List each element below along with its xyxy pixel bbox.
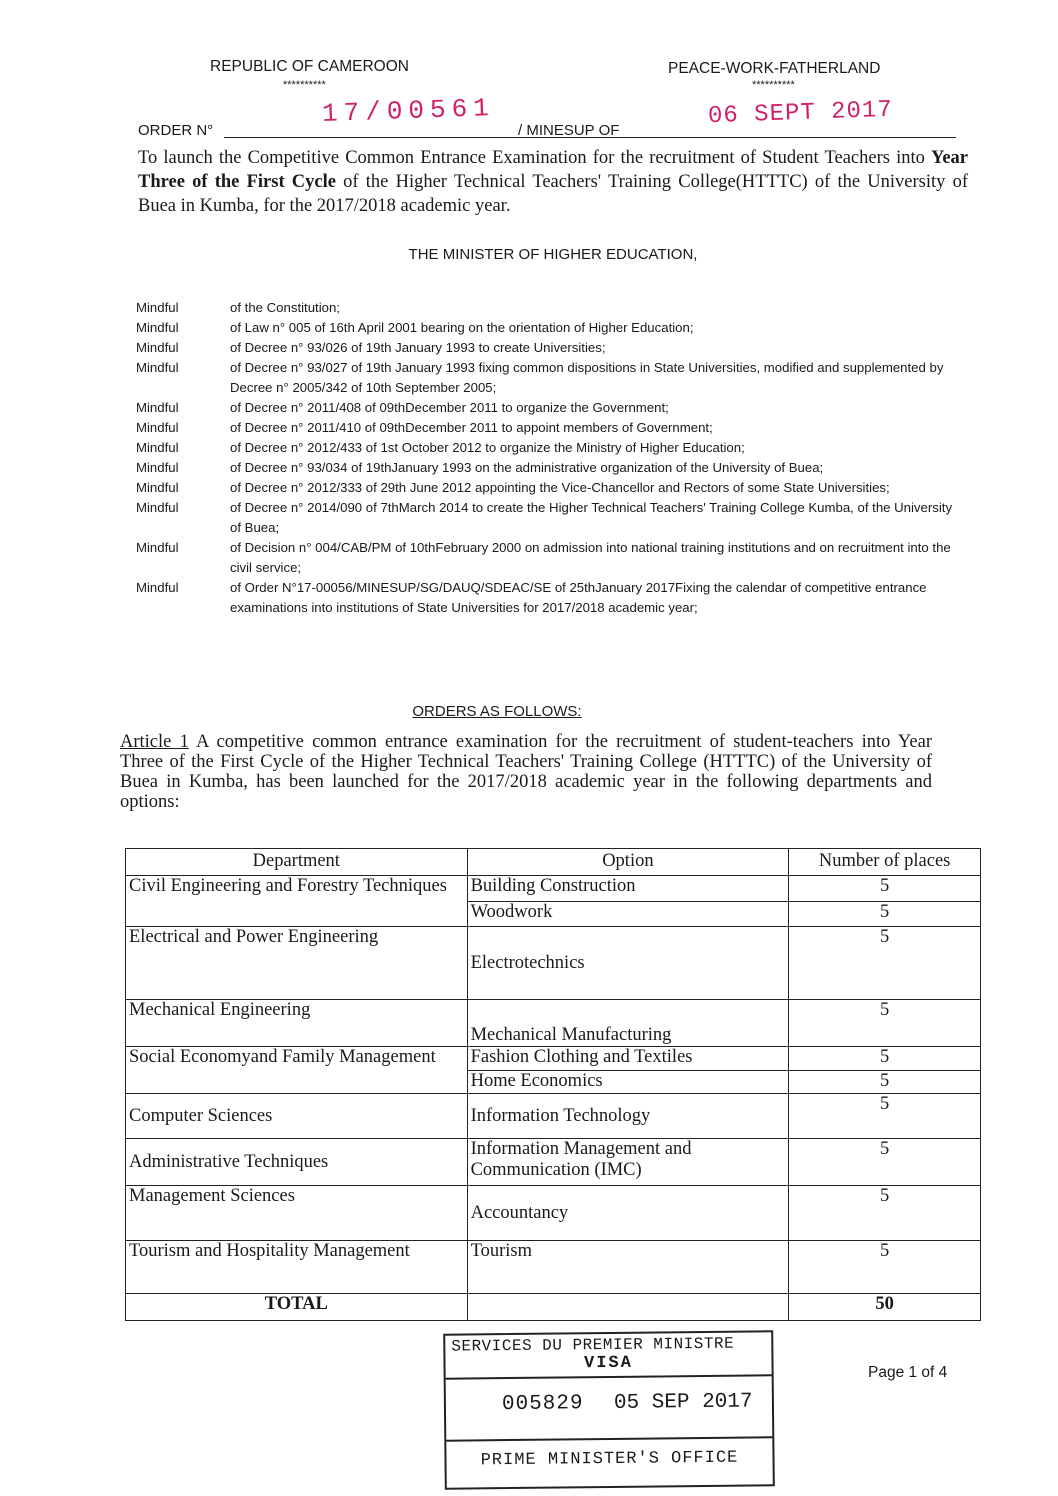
page-number: Page 1 of 4 — [868, 1364, 948, 1381]
mindful-label: Mindful — [136, 540, 179, 555]
minister-heading — [0, 246, 1058, 263]
option-cell: Building Construction — [467, 876, 789, 902]
visa-stamp-line1: SERVICES DU PREMIER MINISTRE — [451, 1334, 735, 1356]
mindful-label: Mindful — [136, 340, 179, 355]
places-cell: 5 — [789, 1139, 981, 1186]
mindful-label: Mindful — [136, 320, 179, 335]
visa-stamp-date: 05 SEP 2017 — [613, 1390, 753, 1415]
table-row — [126, 1186, 981, 1241]
mindful-label: Mindful — [136, 500, 179, 515]
mindful-item — [136, 578, 956, 618]
table-row — [126, 1047, 981, 1071]
order-title-part2: of the Higher Technical Teachers' Training College(HTTTC) of the University of Buea in Kumba, for the 2017/2018 academic year. — [138, 172, 969, 216]
option-cell: Information Technology — [467, 1094, 789, 1139]
mindful-label: Mindful — [136, 400, 179, 415]
mindful-text: of Decision n° 004/CAB/PM of 10thFebruary 2000 on admission into national training institutions and on recruitment into the civil service; — [230, 540, 951, 575]
total-value: 50 — [789, 1294, 981, 1321]
visa-stamp-office: PRIME MINISTER'S OFFICE — [480, 1448, 739, 1471]
minesup-label: / MINESUP OF — [518, 122, 620, 139]
table-header-option: Option — [467, 849, 789, 876]
mindful-label: Mindful — [136, 360, 179, 375]
table-row — [126, 1000, 981, 1047]
header-separator-left: ********** — [283, 79, 326, 91]
total-empty-cell — [467, 1294, 789, 1321]
visa-stamp-divider — [446, 1436, 772, 1441]
total-label: TOTAL — [126, 1294, 468, 1321]
visa-stamp-number: 005829 — [501, 1392, 584, 1417]
places-cell: 5 — [789, 1186, 981, 1241]
mindful-text: of Law n° 005 of 16th April 2001 bearing on the orientation of Higher Education; — [230, 320, 694, 335]
table-row — [126, 927, 981, 1000]
article-1-label: Article 1 — [120, 732, 189, 752]
orders-heading-text: ORDERS AS FOLLOWS: — [412, 703, 582, 720]
mindful-text: of Order N°17-00056/MINESUP/SG/DAUQ/SDEAC/SE of 25thJanuary 2017Fixing the calendar of competitive entrance examinations into institutions of State Universities for 2017/2018 academic year; — [230, 580, 927, 615]
country-name: REPUBLIC OF CAMEROON — [210, 58, 409, 75]
mindful-item — [136, 418, 956, 438]
mindful-list — [136, 298, 956, 618]
orders-heading — [0, 703, 1058, 720]
mindful-item — [136, 358, 956, 398]
department-cell: Electrical and Power Engineering — [126, 927, 468, 1000]
minister-heading-text: THE MINISTER OF HIGHER EDUCATION, — [408, 246, 698, 263]
order-number-stamp: 17/00561 — [321, 92, 496, 130]
mindful-text: of Decree n° 93/026 of 19th January 1993 to create Universities; — [230, 340, 606, 355]
mindful-item — [136, 338, 956, 358]
mindful-label: Mindful — [136, 580, 179, 595]
header-separator-right: ********** — [752, 79, 795, 91]
order-title — [138, 146, 968, 218]
table-row — [126, 1094, 981, 1139]
mindful-label: Mindful — [136, 300, 179, 315]
order-title-part1: To launch the Competitive Common Entrance Examination for the recruitment of Student Teachers into — [138, 148, 932, 168]
article-1-text: A competitive common entrance examination for the recruitment of student-teachers into Year Three of the First Cycle of the Higher Technical Teachers' Training College (HTTTC) of the University of Buea in Kumba, has been launched for the 2017/2018 academic year in the following departments and options: — [120, 732, 932, 812]
department-cell: Management Sciences — [126, 1186, 468, 1241]
mindful-item — [136, 478, 956, 498]
mindful-item — [136, 398, 956, 418]
table-header-places: Number of places — [789, 849, 981, 876]
places-cell: 5 — [789, 1047, 981, 1071]
order-title-bold: Year Three of the First Cycle — [138, 148, 968, 192]
order-date-underline — [638, 137, 956, 138]
mindful-label: Mindful — [136, 420, 179, 435]
option-cell: Information Management and Communication (IMC) — [467, 1139, 789, 1186]
visa-stamp-line2: VISA — [584, 1353, 634, 1374]
country-motto: PEACE-WORK-FATHERLAND — [668, 60, 881, 77]
department-cell: Mechanical Engineering — [126, 1000, 468, 1047]
order-line — [138, 122, 958, 142]
order-label: ORDER N° — [138, 122, 214, 139]
mindful-text: of Decree n° 2011/408 of 09thDecember 2011 to organize the Government; — [230, 400, 669, 415]
table-header-row — [126, 849, 981, 876]
mindful-text: of the Constitution; — [230, 300, 340, 315]
mindful-text: of Decree n° 2012/433 of 1st October 2012 to organize the Ministry of Higher Education; — [230, 440, 745, 455]
mindful-text: of Decree n° 93/034 of 19thJanuary 1993 on the administrative organization of the University of Buea; — [230, 460, 824, 475]
mindful-text: of Decree n° 93/027 of 19th January 1993 fixing common dispositions in State Universities, modified and supplemented by Decree n° 2005/342 of 10th September 2005; — [230, 360, 944, 395]
mindful-item — [136, 318, 956, 338]
option-cell: Fashion Clothing and Textiles — [467, 1047, 789, 1071]
department-cell: Civil Engineering and Forestry Techniques — [126, 876, 468, 927]
mindful-label: Mindful — [136, 480, 179, 495]
places-cell: 5 — [789, 1094, 981, 1139]
option-cell: Mechanical Manufacturing — [467, 1000, 789, 1047]
department-cell: Tourism and Hospitality Management — [126, 1241, 468, 1294]
option-cell: Woodwork — [467, 901, 789, 927]
places-cell: 5 — [789, 927, 981, 1000]
departments-table — [125, 848, 981, 1321]
department-cell: Computer Sciences — [126, 1094, 468, 1139]
visa-stamp — [443, 1330, 775, 1489]
table-row — [126, 876, 981, 902]
department-cell: Administrative Techniques — [126, 1139, 468, 1186]
places-cell: 5 — [789, 901, 981, 927]
article-1 — [120, 732, 932, 812]
mindful-text: of Decree n° 2012/333 of 29th June 2012 appointing the Vice-Chancellor and Rectors of some State Universities; — [230, 480, 890, 495]
table-row — [126, 1241, 981, 1294]
table-total-row — [126, 1294, 981, 1321]
mindful-label: Mindful — [136, 440, 179, 455]
mindful-item — [136, 498, 956, 538]
places-cell: 5 — [789, 1000, 981, 1047]
mindful-item — [136, 458, 956, 478]
order-date-stamp: 06 SEPT 2017 — [707, 96, 894, 131]
mindful-item — [136, 438, 956, 458]
option-cell: Home Economics — [467, 1070, 789, 1094]
mindful-text: of Decree n° 2014/090 of 7thMarch 2014 to create the Higher Technical Teachers' Training College Kumba, of the University of Buea; — [230, 500, 953, 535]
visa-stamp-divider — [446, 1374, 772, 1379]
option-cell: Tourism — [467, 1241, 789, 1294]
mindful-text: of Decree n° 2011/410 of 09thDecember 2011 to appoint members of Government; — [230, 420, 713, 435]
table-row — [126, 1139, 981, 1186]
places-cell: 5 — [789, 1070, 981, 1094]
places-cell: 5 — [789, 1241, 981, 1294]
places-cell: 5 — [789, 876, 981, 902]
option-cell: Accountancy — [467, 1186, 789, 1241]
table-header-department: Department — [126, 849, 468, 876]
mindful-item — [136, 538, 956, 578]
mindful-item — [136, 298, 956, 318]
mindful-label: Mindful — [136, 460, 179, 475]
department-cell: Social Economyand Family Management — [126, 1047, 468, 1094]
option-cell: Electrotechnics — [467, 927, 789, 1000]
